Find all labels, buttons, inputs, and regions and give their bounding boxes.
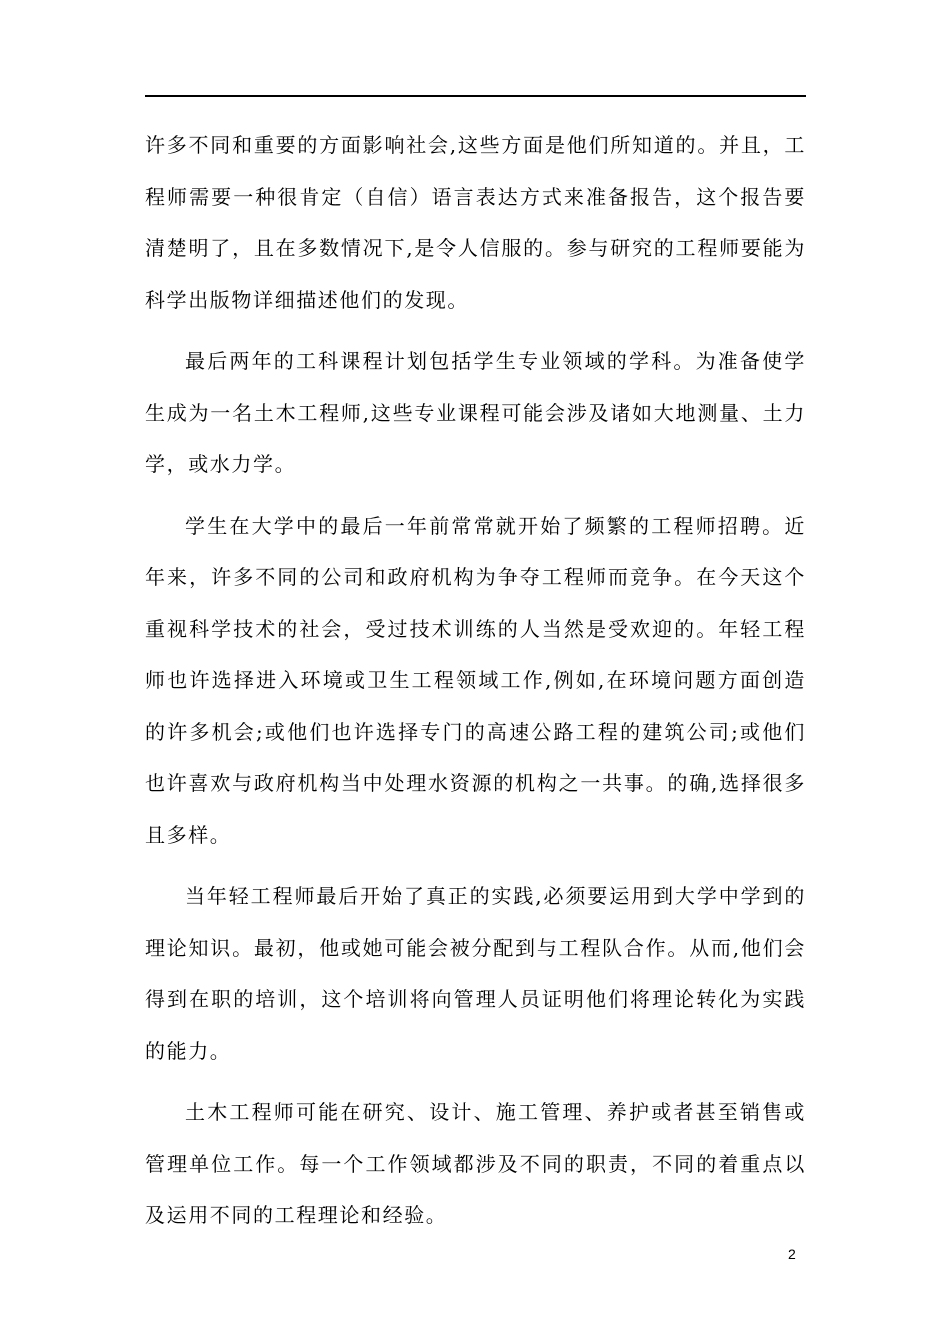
- document-body: [145, 120, 806, 1242]
- paragraph-5: 土木工程师可能在研究、设计、施工管理、养护或者甚至销售或管理单位工作。每一个工作领域都涉及不同的职责，不同的着重点以及运用不同的工程理论和经验。: [145, 1100, 806, 1227]
- paragraph-3: 学生在大学中的最后一年前常常就开始了频繁的工程师招聘。近年来，许多不同的公司和政府机构为争夺工程师而竞争。在今天这个重视科学技术的社会，受过技术训练的人当然是受欢迎的。年轻工程师也许选择进入环境或卫生工程领域工作,例如,在环境问题方面创造的许多机会;或他们也许选择专门的高速公路工程的建筑公司;或他们也许喜欢与政府机构当中处理水资源的机构之一共事。的确,选择很多且多样。: [145, 513, 806, 847]
- page-number: 2: [788, 1246, 796, 1262]
- paragraph-2: 最后两年的工科课程计划包括学生专业领域的学科。为准备使学生成为一名土木工程师,这些专业课程可能会涉及诸如大地测量、土力学，或水力学。: [145, 349, 806, 476]
- paragraph-4: 当年轻工程师最后开始了真正的实践,必须要运用到大学中学到的理论知识。最初，他或她可能会被分配到与工程队合作。从而,他们会得到在职的培训，这个培训将向管理人员证明他们将理论转化为实践的能力。: [145, 884, 806, 1063]
- paragraph-1: 许多不同和重要的方面影响社会,这些方面是他们所知道的。并且，工程师需要一种很肯定（自信）语言表达方式来准备报告，这个报告要清楚明了，且在多数情况下,是令人信服的。参与研究的工程师要能为科学出版物详细描述他们的发现。: [145, 133, 806, 312]
- header-rule: [145, 95, 806, 97]
